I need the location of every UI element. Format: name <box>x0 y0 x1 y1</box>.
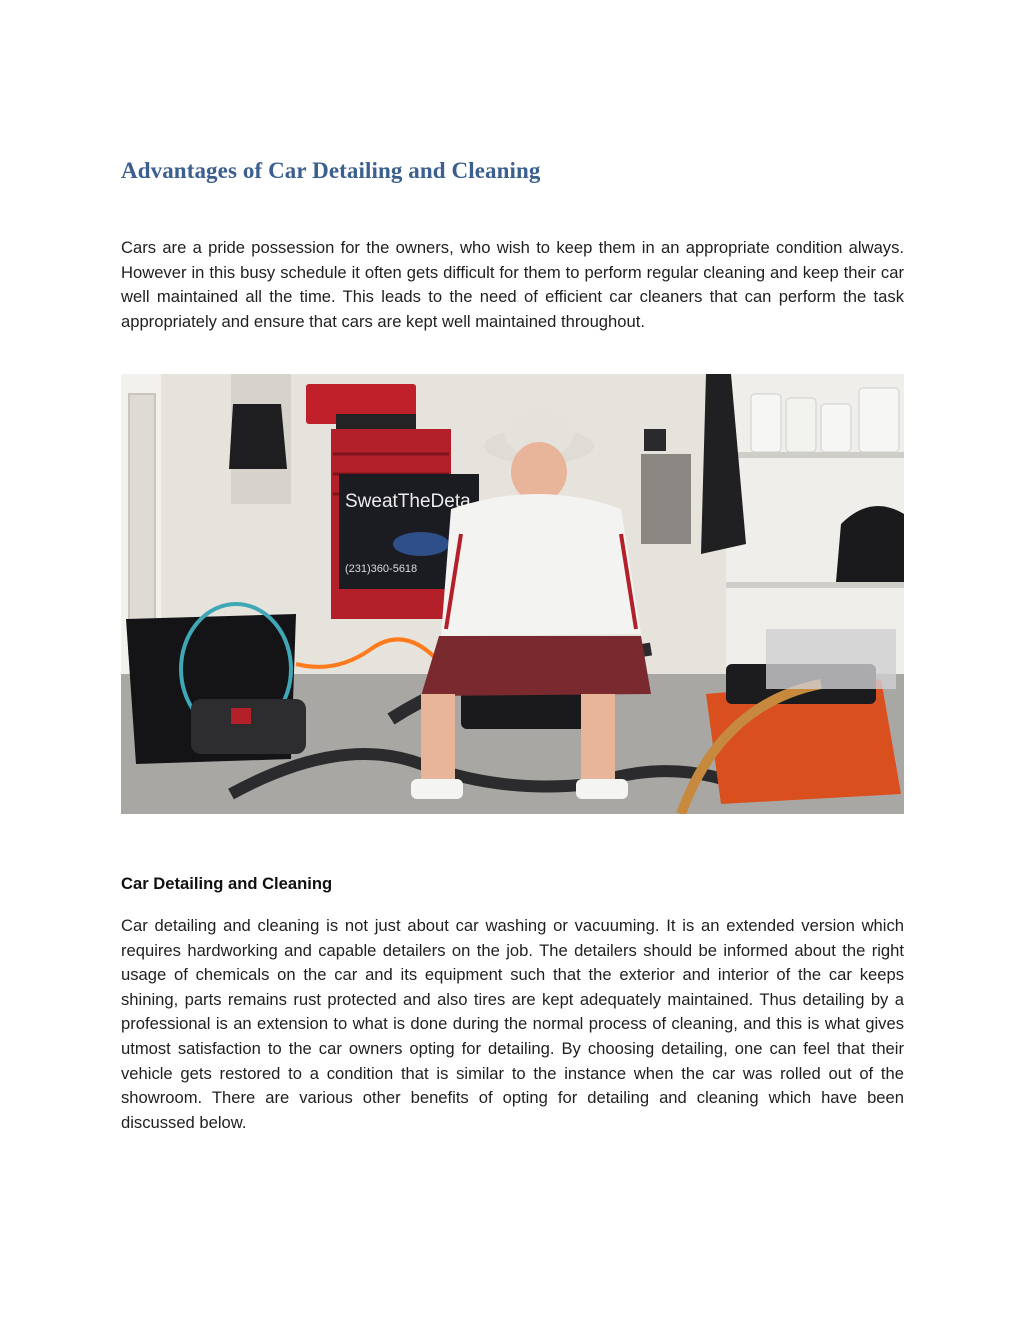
garage-photo <box>121 374 904 814</box>
section-paragraph: Car detailing and cleaning is not just about car washing or vacuuming. It is an extended version which requires hardworking and capable detailers on the job. The detailers should be informed about the right usage of chemicals on the car and its equipment such that the exterior and interior of the car keeps shining, parts remains rust protected and also tires are kept adequately maintained. Thus detailing by a professional is an extension to what is done during the normal process of cleaning, and this is what gives utmost satisfaction to the car owners opting for detailing. By choosing detailing, one can feel that their vehicle gets restored to a condition that is similar to the instance when the car was rolled out of the showroom. There are various other benefits of opting for detailing and cleaning which have been discussed below. <box>121 916 904 1132</box>
outlet-box <box>644 429 666 451</box>
page-title: Advantages of Car Detailing and Cleaning <box>121 158 541 183</box>
white-shirt <box>441 494 641 636</box>
water-jug <box>751 394 781 452</box>
sign-text: SweatTheDeta <box>345 491 471 512</box>
blower <box>191 699 306 754</box>
hanging-bag <box>229 404 287 469</box>
shoe <box>411 779 463 799</box>
sign-phone: (231)360-5618 <box>345 563 418 575</box>
clear-bin <box>766 629 896 689</box>
section-heading: Car Detailing and Cleaning <box>121 874 333 893</box>
face <box>511 442 567 502</box>
intro-paragraph: Cars are a pride possession for the owners, who wish to keep them in an appropriate condition always. However in this busy schedule it often gets difficult for them to perform regular cleaning and keep their car well maintained all the time. This leads to the need of efficient car cleaners that can perform the task appropriately and ensure that cars are kept well maintained throughout. <box>121 238 904 331</box>
shorts <box>421 636 651 696</box>
garage-photo-illustration <box>121 374 904 814</box>
